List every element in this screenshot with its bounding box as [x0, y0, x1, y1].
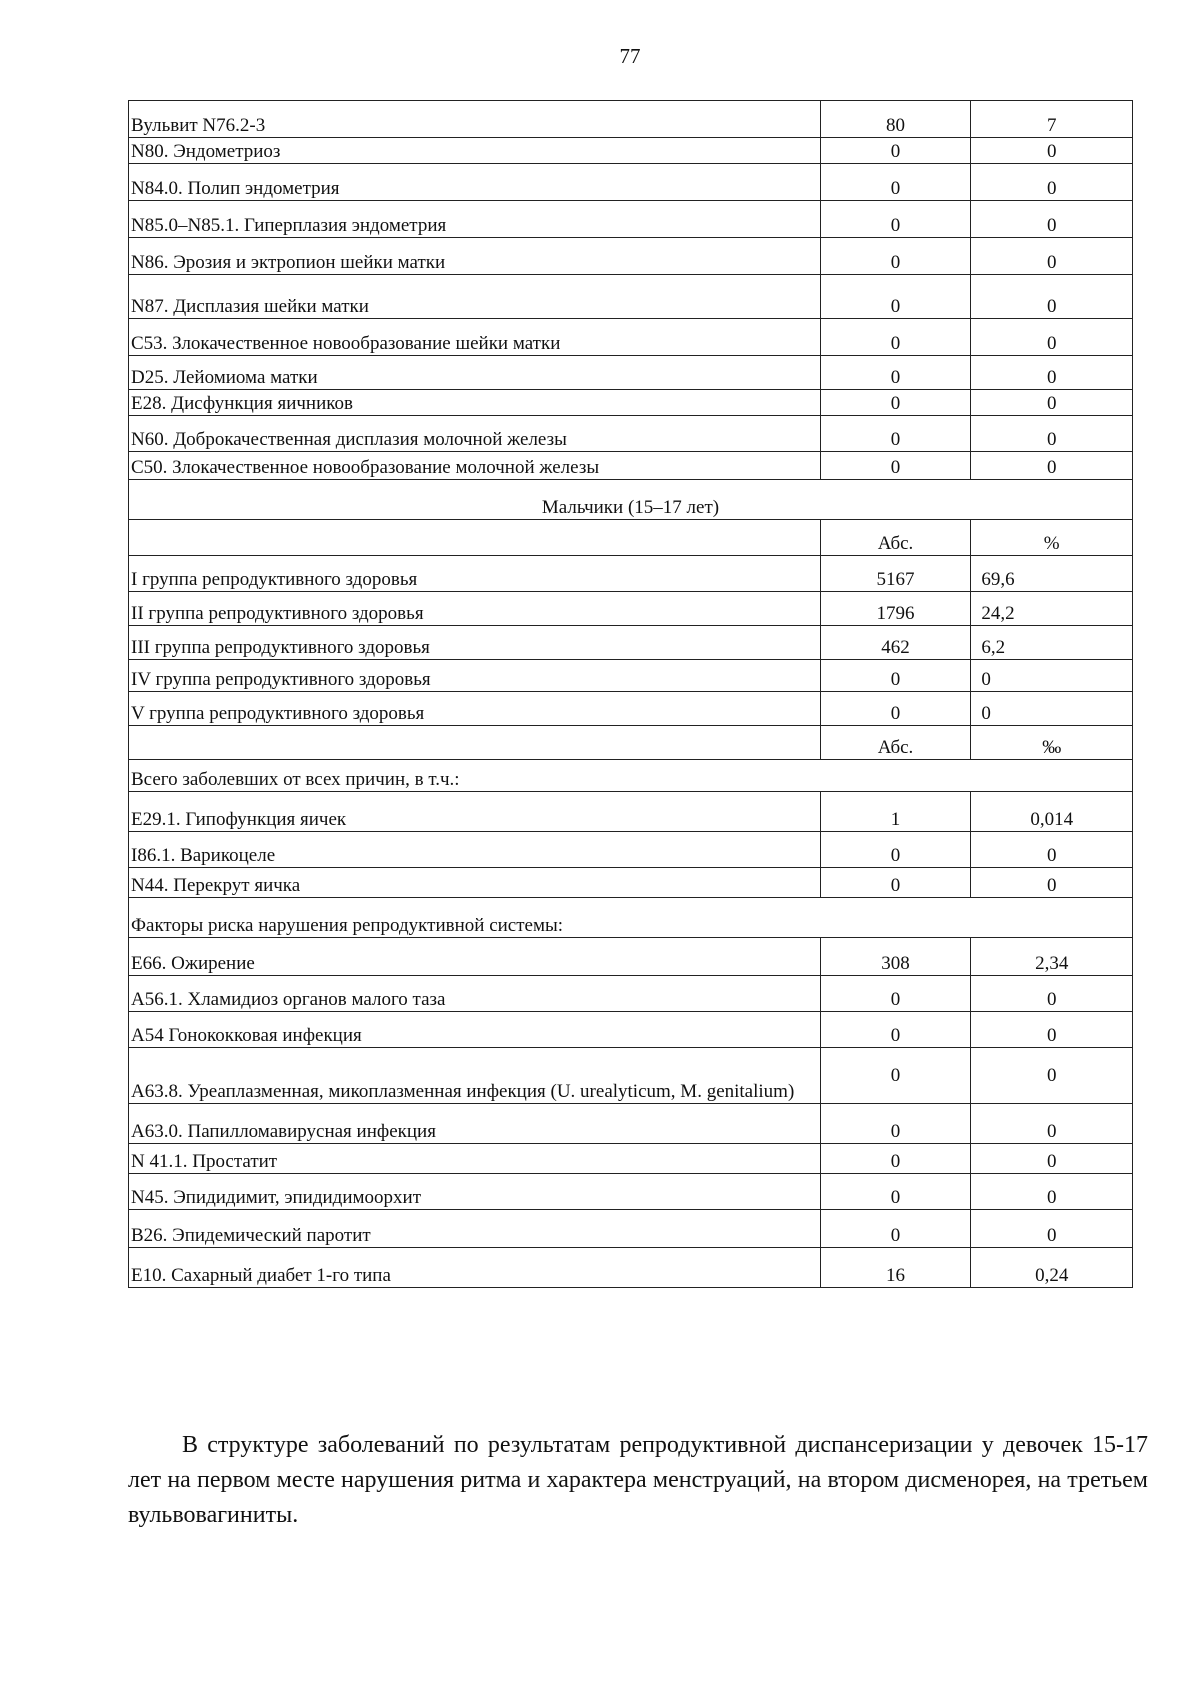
- section-header-row: [129, 480, 1133, 520]
- row-percent: 6,2: [971, 626, 1133, 660]
- row-abs: 0: [820, 416, 971, 452]
- row-abs: 0: [820, 201, 971, 238]
- row-abs: 0: [820, 452, 971, 480]
- row-rate: 0: [971, 319, 1133, 356]
- table-row: [129, 626, 1133, 660]
- row-percent: 69,6: [971, 556, 1133, 592]
- row-rate: 0: [971, 390, 1133, 416]
- row-abs: 0: [820, 356, 971, 390]
- table-row: [129, 1048, 1133, 1104]
- row-name: I86.1. Варикоцеле: [129, 832, 821, 868]
- row-percent: 24,2: [971, 592, 1133, 626]
- row-name: N 41.1. Простатит: [129, 1144, 821, 1174]
- table-row: [129, 832, 1133, 868]
- row-abs: 1: [820, 792, 971, 832]
- table-row: [129, 938, 1133, 976]
- row-name: N85.0–N85.1. Гиперплазия эндометрия: [129, 201, 821, 238]
- row-name: E66. Ожирение: [129, 938, 821, 976]
- table-row: [129, 1012, 1133, 1048]
- boys-section-title: Мальчики (15–17 лет): [129, 480, 1133, 520]
- row-abs: 16: [820, 1248, 971, 1288]
- row-rate: 0: [971, 201, 1133, 238]
- row-name: E29.1. Гипофункция яичек: [129, 792, 821, 832]
- row-rate: 0: [971, 1104, 1133, 1144]
- row-rate: 0: [971, 416, 1133, 452]
- empty-cell: [129, 520, 821, 556]
- row-abs: 308: [820, 938, 971, 976]
- row-rate: 0: [971, 138, 1133, 164]
- table-row: [129, 692, 1133, 726]
- table-row: [129, 1210, 1133, 1248]
- row-name: E10. Сахарный диабет 1-го типа: [129, 1248, 821, 1288]
- row-name: III группа репродуктивного здоровья: [129, 626, 821, 660]
- row-rate: 0: [971, 976, 1133, 1012]
- row-abs: 5167: [820, 556, 971, 592]
- row-rate: 0: [971, 1144, 1133, 1174]
- row-abs: 0: [820, 1210, 971, 1248]
- row-rate: 0: [971, 164, 1133, 201]
- row-name: C53. Злокачественное новообразование шейки матки: [129, 319, 821, 356]
- report-table: [128, 100, 1133, 1288]
- row-name: N44. Перекрут яичка: [129, 868, 821, 898]
- row-abs: 0: [820, 138, 971, 164]
- row-abs: 0: [820, 319, 971, 356]
- risk-factors-label: Факторы риска нарушения репродуктивной системы:: [129, 898, 1133, 938]
- row-abs: 0: [820, 390, 971, 416]
- row-name: A54 Гонококковая инфекция: [129, 1012, 821, 1048]
- table-row: [129, 319, 1133, 356]
- row-abs: 80: [820, 101, 971, 138]
- row-abs: 0: [820, 238, 971, 275]
- row-abs: 462: [820, 626, 971, 660]
- row-abs: 0: [820, 275, 971, 319]
- row-name: II группа репродуктивного здоровья: [129, 592, 821, 626]
- table-row: [129, 1144, 1133, 1174]
- row-name: N86. Эрозия и эктропион шейки матки: [129, 238, 821, 275]
- column-header-row: [129, 726, 1133, 760]
- table-row: [129, 792, 1133, 832]
- empty-cell: [129, 726, 821, 760]
- row-rate: 2,34: [971, 938, 1133, 976]
- abs-header: Абс.: [820, 726, 971, 760]
- table-row: [129, 1104, 1133, 1144]
- row-name: N60. Доброкачественная дисплазия молочной железы: [129, 416, 821, 452]
- table-row: [129, 201, 1133, 238]
- row-rate: 0: [971, 238, 1133, 275]
- row-rate: 0: [971, 1048, 1133, 1104]
- column-header-row: [129, 520, 1133, 556]
- table-row: [129, 238, 1133, 275]
- row-name: A63.8. Уреаплазменная, микоплазменная инфекция (U. urealyticum, M. genitalium): [129, 1048, 821, 1104]
- row-rate: 0: [971, 452, 1133, 480]
- permille-header: ‰: [971, 726, 1133, 760]
- row-name: A56.1. Хламидиоз органов малого таза: [129, 976, 821, 1012]
- table-row: [129, 416, 1133, 452]
- row-name: N80. Эндометриоз: [129, 138, 821, 164]
- row-name: C50. Злокачественное новообразование молочной железы: [129, 452, 821, 480]
- row-name: E28. Дисфункция яичников: [129, 390, 821, 416]
- row-rate: 0: [971, 1012, 1133, 1048]
- row-abs: 0: [820, 1144, 971, 1174]
- row-abs: 0: [820, 1104, 971, 1144]
- row-rate: 0: [971, 1174, 1133, 1210]
- row-rate: 0: [971, 1210, 1133, 1248]
- table-row: [129, 592, 1133, 626]
- row-name: I группа репродуктивного здоровья: [129, 556, 821, 592]
- row-abs: 0: [820, 976, 971, 1012]
- table-row: [129, 556, 1133, 592]
- row-rate: 0,014: [971, 792, 1133, 832]
- row-abs: 0: [820, 660, 971, 692]
- row-rate: 0: [971, 275, 1133, 319]
- row-percent: 0: [971, 660, 1133, 692]
- table-row: [129, 452, 1133, 480]
- table-row: [129, 976, 1133, 1012]
- row-name: N84.0. Полип эндометрия: [129, 164, 821, 201]
- group-header-row: [129, 760, 1133, 792]
- table-row: [129, 164, 1133, 201]
- row-abs: 0: [820, 1174, 971, 1210]
- table-row: [129, 868, 1133, 898]
- row-rate: 0: [971, 832, 1133, 868]
- row-abs: 0: [820, 868, 971, 898]
- table-row: [129, 1174, 1133, 1210]
- row-abs: 0: [820, 164, 971, 201]
- abs-header: Абс.: [820, 520, 971, 556]
- row-percent: 0: [971, 692, 1133, 726]
- row-rate: 7: [971, 101, 1133, 138]
- row-rate: 0,24: [971, 1248, 1133, 1288]
- table-row: [129, 390, 1133, 416]
- row-name: A63.0. Папилломавирусная инфекция: [129, 1104, 821, 1144]
- row-name: N45. Эпидидимит, эпидидимоорхит: [129, 1174, 821, 1210]
- row-abs: 1796: [820, 592, 971, 626]
- percent-header: %: [971, 520, 1133, 556]
- row-name: B26. Эпидемический паротит: [129, 1210, 821, 1248]
- row-abs: 0: [820, 692, 971, 726]
- row-abs: 0: [820, 832, 971, 868]
- row-rate: 0: [971, 356, 1133, 390]
- table-row: [129, 660, 1133, 692]
- row-name: Вульвит N76.2-3: [129, 101, 821, 138]
- row-name: V группа репродуктивного здоровья: [129, 692, 821, 726]
- group-header-row: [129, 898, 1133, 938]
- page-number: 77: [619, 44, 641, 68]
- all-diseases-label: Всего заболевших от всех причин, в т.ч.:: [129, 760, 1133, 792]
- table-row: [129, 356, 1133, 390]
- summary-paragraph: В структуре заболеваний по результатам репродуктивной диспансеризации у девочек 15-17 лет на первом месте нарушения ритма и характера менструаций, на втором дисменорея, на третьем вульвовагиниты.: [128, 1432, 1148, 1528]
- row-name: IV группа репродуктивного здоровья: [129, 660, 821, 692]
- row-abs: 0: [820, 1048, 971, 1104]
- table-row: [129, 1248, 1133, 1288]
- row-name: D25. Лейомиома матки: [129, 356, 821, 390]
- row-rate: 0: [971, 868, 1133, 898]
- row-abs: 0: [820, 1012, 971, 1048]
- table-row: [129, 275, 1133, 319]
- table-row: [129, 101, 1133, 138]
- table-row: [129, 138, 1133, 164]
- row-name: N87. Дисплазия шейки матки: [129, 275, 821, 319]
